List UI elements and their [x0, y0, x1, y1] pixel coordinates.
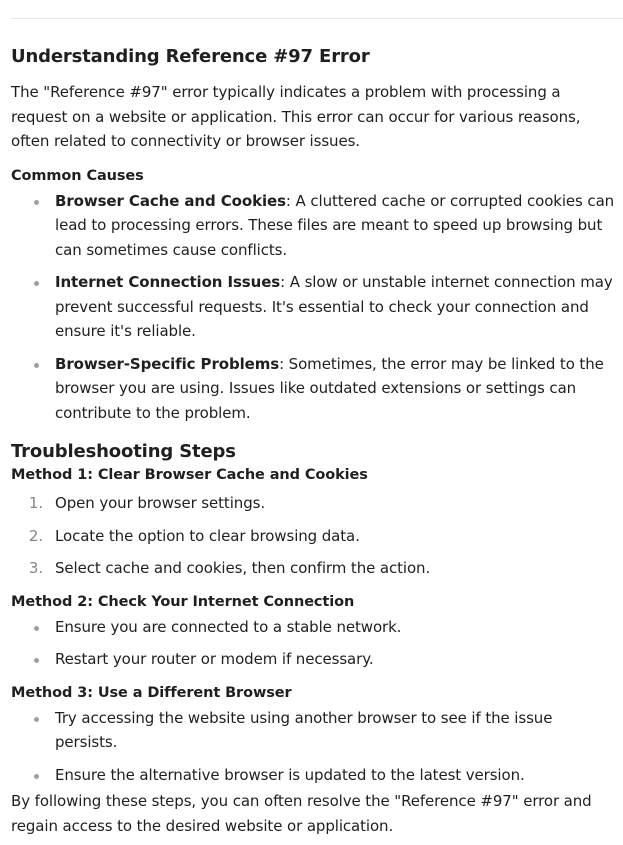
- method1-steps: [11, 491, 619, 581]
- list-item: [11, 763, 619, 788]
- bullet-icon: [34, 774, 39, 779]
- list-item: [11, 524, 619, 549]
- method2-list: [11, 615, 619, 672]
- bullet-icon: [34, 281, 39, 286]
- method3-heading: Method 3: Use a Different Browser: [11, 684, 292, 701]
- list-item: [11, 615, 619, 640]
- cause-label: Internet Connection Issues: [55, 273, 281, 291]
- list-item: [11, 556, 619, 581]
- step-number: 2.: [28, 526, 43, 545]
- top-divider: [11, 18, 623, 19]
- troubleshooting-heading: Troubleshooting Steps: [11, 441, 236, 462]
- bullet-icon: [34, 626, 39, 631]
- step-number: 1.: [28, 494, 43, 512]
- bullet-icon: [34, 658, 39, 663]
- cause-text: : A cluttered cache or corrupted cookies can lead to processing errors. These files are meant to speed up browsing but can sometimes cause conflicts.: [55, 191, 615, 259]
- bullet-icon: [34, 363, 39, 368]
- causes-heading: Common Causes: [11, 167, 144, 184]
- item-text: Ensure the alternative browser is updated to the latest version.: [55, 765, 525, 784]
- method1-heading: Method 1: Clear Browser Cache and Cookies: [11, 467, 368, 483]
- list-item: [11, 189, 619, 263]
- article-title: Understanding Reference #97 Error: [11, 46, 370, 67]
- item-text: Ensure you are connected to a stable network.: [55, 617, 402, 636]
- conclusion-paragraph: By following these steps, you can often resolve the "Reference #97" error and regain access to the desired website or application.: [11, 792, 592, 835]
- step-number: 3.: [28, 559, 43, 577]
- list-item: [11, 647, 619, 672]
- list-item: [11, 491, 619, 516]
- intro-paragraph: The "Reference #97" error typically indicates a problem with processing a request on a website or application. This error can occur for various reasons, often related to connectivity or browser issues.: [11, 83, 581, 150]
- response-content: [11, 44, 619, 838]
- cause-text: : Sometimes, the error may be linked to the browser you are using. Issues like outdated extensions or settings can contribute to the problem.: [55, 354, 604, 422]
- cause-label: Browser-Specific Problems: [55, 354, 280, 373]
- step-text: Locate the option to clear browsing data.: [55, 526, 360, 545]
- step-text: Open your browser settings.: [55, 494, 265, 512]
- list-item: [11, 706, 619, 755]
- cause-label: Browser Cache and Cookies: [55, 191, 286, 210]
- step-text: Select cache and cookies, then confirm the action.: [55, 559, 431, 577]
- cause-text: : A slow or unstable internet connection may prevent successful requests. It's essential to check your connection and ensure it's reliable.: [55, 273, 613, 340]
- list-item: [11, 270, 619, 344]
- causes-list: [11, 189, 619, 426]
- item-text: Try accessing the website using another browser to see if the issue persists.: [55, 708, 553, 751]
- list-item: [11, 352, 619, 426]
- method3-list: [11, 706, 619, 788]
- bullet-icon: [34, 200, 39, 205]
- item-text: Restart your router or modem if necessary.: [55, 650, 374, 668]
- method2-heading: Method 2: Check Your Internet Connection: [11, 593, 355, 610]
- bullet-icon: [34, 717, 39, 722]
